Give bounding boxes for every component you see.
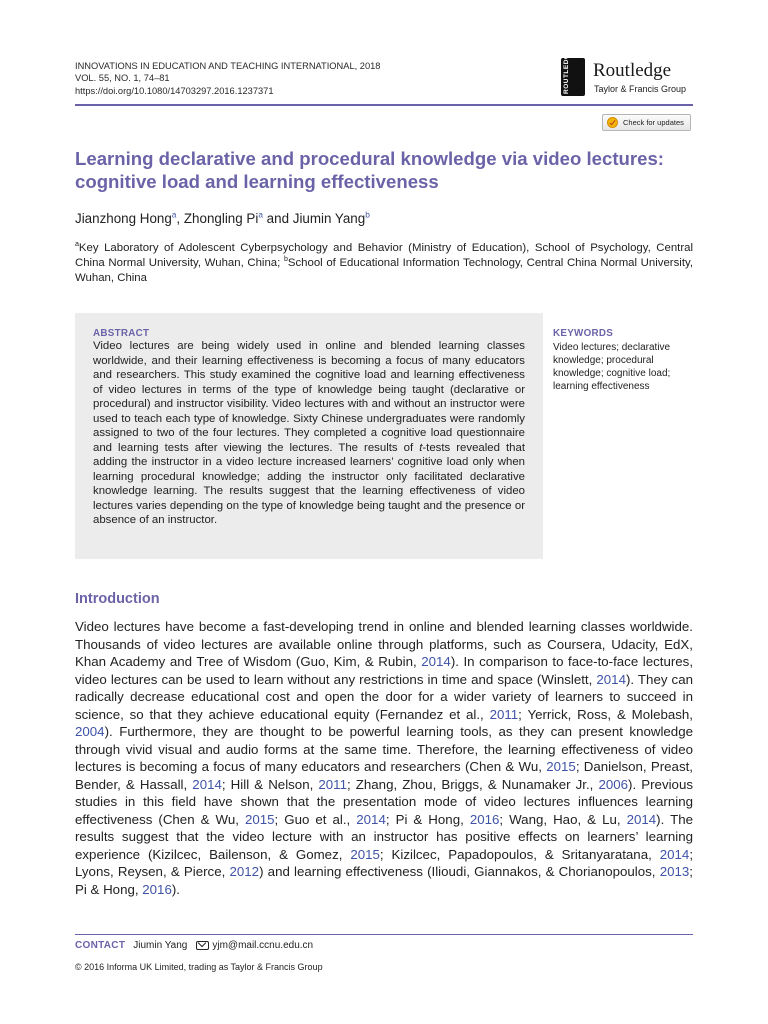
contact-label: CONTACT — [75, 940, 126, 951]
journal-volume: VOL. 55, NO. 1, 74–81 — [75, 73, 170, 84]
citation-link[interactable]: 2014 — [192, 776, 222, 792]
citation-link[interactable]: 2015 — [244, 811, 275, 827]
citation-link[interactable]: 2011 — [489, 706, 519, 722]
contact-line — [75, 940, 313, 951]
body-text-run: ; Guo et al., — [274, 811, 357, 827]
citation-link[interactable]: 2014 — [356, 811, 386, 827]
author-name[interactable]: Jianzhong Hong — [75, 211, 172, 226]
body-text-run: ; Hill & Nelson, — [221, 776, 319, 792]
contact-name: Jiumin Yang — [133, 940, 188, 951]
citation-link[interactable]: 2014 — [421, 654, 451, 669]
author-affiliation-marker[interactable]: a — [258, 209, 263, 220]
citation-link[interactable]: 2014 — [659, 846, 690, 862]
doi-link[interactable]: https://doi.org/10.1080/14703297.2016.1237371 — [75, 85, 274, 96]
publisher-logo — [561, 48, 701, 102]
keywords-heading: KEYWORDS — [553, 328, 614, 339]
body-text-run: ) and learning effectiveness (Ilioudi, Giannakos, & Chorianopoulos, — [259, 864, 660, 879]
body-text-run: Video lectures have become a fast-developing trend in online and blended learning classes worldwide. Thousands of video lectures are available online through platforms, such as Coursera, Udacity, EdX, Khan Academy and Tree of Wisdom (Guo, Kim, & Rubin, — [75, 619, 693, 669]
article-title: Learning declarative and procedural knowledge via video lectures: cognitive load and learning effectiveness — [75, 148, 664, 192]
check-for-updates-button[interactable] — [602, 114, 691, 131]
check-updates-icon — [607, 117, 618, 128]
footer-divider — [75, 934, 693, 935]
journal-title: INNOVATIONS IN EDUCATION AND TEACHING INTERNATIONAL, 2018 — [75, 61, 381, 71]
body-text-run: ). The results suggest that the video lecture with an instructor has positive effects on learners’ learning experience (Kizilcec, Bailenson, & Gomez, — [75, 811, 693, 862]
check-updates-label: Check for updates — [623, 118, 684, 127]
routledge-logo-icon: ROUTLEDGE — [561, 58, 585, 96]
citation-link[interactable]: 2013 — [659, 864, 690, 879]
citation-link[interactable]: 2016 — [142, 881, 172, 897]
author-name[interactable]: Jiumin Yang — [292, 211, 366, 226]
body-text-run: ). They can radically decrease educational cost and open the door for a wider variety of learners to succeed in science, so that they achieve educational equity (Fernandez et al., — [75, 671, 693, 722]
abstract-heading: ABSTRACT — [93, 328, 150, 339]
body-text-run: ). Previous studies in this field have shown that the presentation mode of video lectures influences learning effectiveness (Chen & Wu, — [75, 776, 693, 827]
body-text-run: ; Danielson, Preast, Bender, & Hassall, — [75, 759, 693, 792]
body-text-run: ; Wang, Hao, & Lu, — [499, 811, 627, 827]
body-text-run: ). — [171, 881, 180, 897]
affiliations: $^a$Key Laboratory of Adolescent Cyberpsychology and Behavior (Ministry of Education), School of Psychology, Central China Normal University, Wuhan, China; $^b$School of Educational Information Technology, Central China Normal University, Wuhan, China — [75, 241, 694, 284]
citation-link[interactable]: 2015 — [546, 759, 576, 774]
body-text-run: ; Pi & Hong, — [385, 811, 470, 827]
publisher-name: Routledge — [593, 60, 672, 81]
citation-link[interactable]: 2014 — [626, 811, 657, 827]
journal-info — [75, 60, 380, 97]
publisher-subtitle: Taylor & Francis Group — [594, 84, 687, 94]
author-name[interactable]: Zhongling Pi — [183, 211, 259, 226]
body-text-run: ; Yerrick, Ross, & Molebash, — [518, 706, 693, 722]
email-icon — [196, 941, 209, 950]
citation-link[interactable]: 2006 — [598, 776, 629, 792]
section-heading-introduction: Introduction — [75, 591, 160, 607]
citation-link[interactable]: 2004 — [75, 724, 105, 739]
header-divider — [75, 104, 693, 106]
copyright-notice: © 2016 Informa UK Limited, trading as Taylor & Francis Group — [75, 962, 323, 972]
abstract-text: Video lectures are being widely used in online and blended learning classes worldwide, and their learning effectiveness is becoming a focus of many educators and researchers. This study examined the cognitive load and learning effectiveness of video lectures in terms of the type of knowledge being taught (declarative or procedural) and instructor visibility. Video lectures with and without an instructor were used to teach each type of knowledge. Sixty Chinese undergraduates were randomly assigned to two of the four lectures. They completed a cognitive load questionnaire and learning tests after viewing the lectures. The results of t-tests revealed that adding the instructor in a video lecture increased learners’ cognitive load only when learning procedural knowledge; adding the instructor only facilitated declarative knowledge learning. The results suggest that the learning effectiveness of video lectures varies depending on the type of knowledge being taught and the presence or absence of an instructor. — [93, 340, 525, 526]
citation-link[interactable]: 2014 — [596, 671, 626, 687]
body-text-run: ). In comparison to face-to-face lectures, video lectures can be used to learn without any restrictions in time and space (Winslett, — [75, 654, 694, 687]
body-text-run: ; Zhang, Zhou, Briggs, & Nunamaker Jr., — [346, 776, 599, 792]
citation-link[interactable]: 2012 — [229, 864, 260, 879]
keywords-list: Video lectures; declarative knowledge; procedural knowledge; cognitive load; learning effectiveness — [553, 342, 671, 392]
author-list: Jianzhong Hong$^a$, Zhongling Pi$^a$ and Jiumin Yang$^b$ — [75, 209, 370, 226]
citation-link[interactable]: 2011 — [318, 776, 347, 792]
contact-email-link[interactable]: yjm@mail.ccnu.edu.cn — [212, 940, 314, 951]
body-text-run: ). Furthermore, they are thought to be powerful learning tools, as they can present knowledge through vivid visual and audio forms at the same time. Therefore, the learning effectiveness of video lectures is becoming a focus of many educators and researchers (Chen & Wu, — [75, 724, 693, 774]
introduction-body — [75, 618, 693, 898]
author-affiliation-marker[interactable]: a — [171, 209, 177, 220]
author-affiliation-marker[interactable]: b — [365, 209, 370, 220]
body-text-run: ; Pi & Hong, — [75, 864, 693, 897]
body-text-run: ; Kizilcec, Papadopoulos, & Sritanyaratana, — [379, 846, 660, 862]
citation-link[interactable]: 2015 — [350, 846, 380, 862]
citation-link[interactable]: 2016 — [469, 811, 500, 827]
body-text-run: ; Lyons, Reysen, & Pierce, — [75, 846, 694, 879]
